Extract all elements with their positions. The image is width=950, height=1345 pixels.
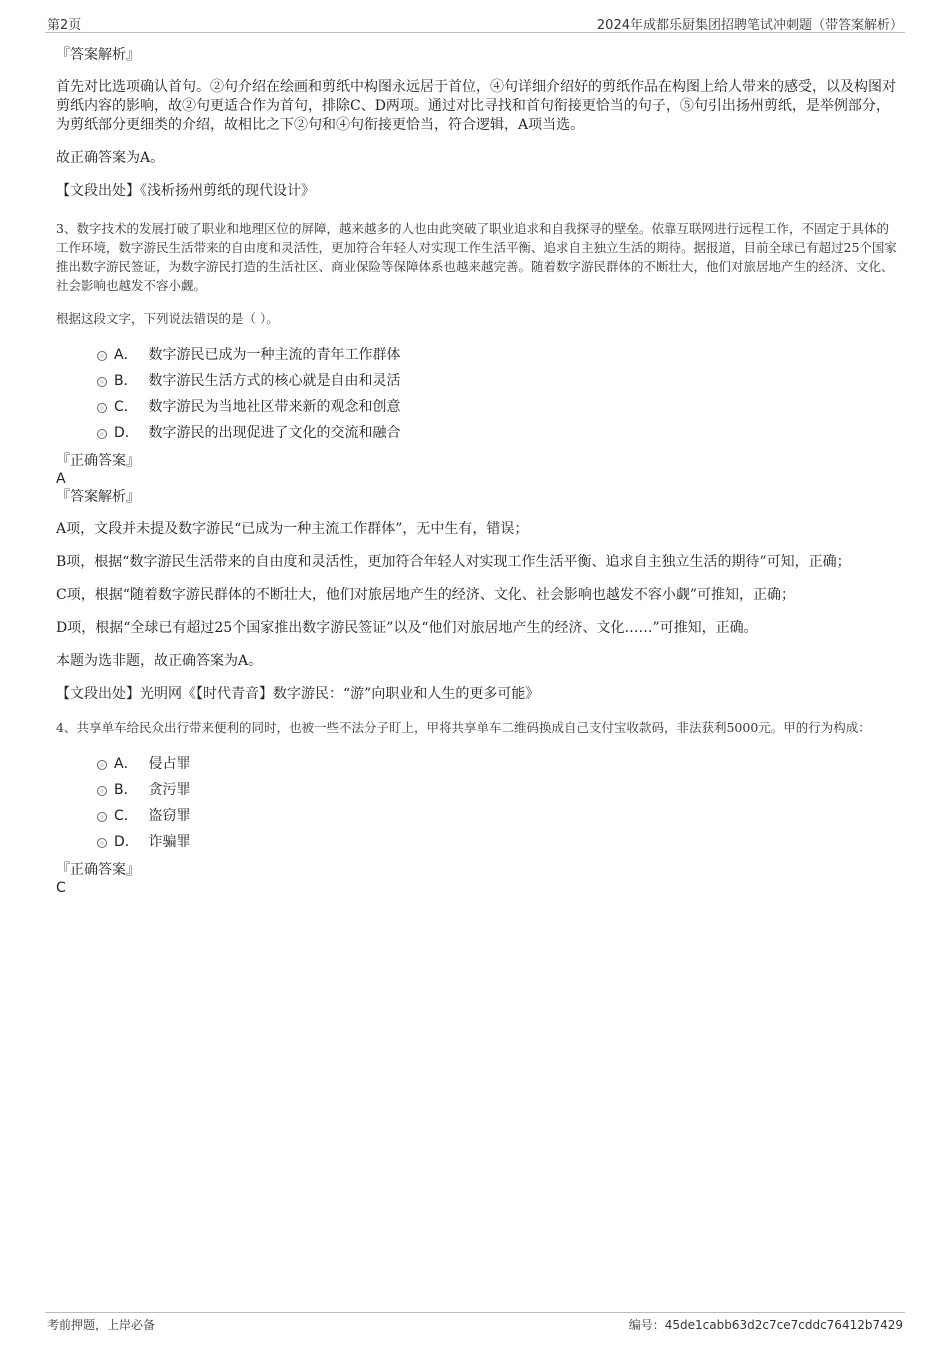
option-text: 侵占罪 bbox=[148, 756, 191, 772]
document-body bbox=[56, 46, 898, 897]
option-text: 诈骗罪 bbox=[148, 834, 191, 850]
q3-analysis-c: C项，根据“随着数字游民群体的不断壮大，他们对旅居地产生的经济、文化、社会影响也越发不容小觑”可推知，正确； bbox=[56, 587, 796, 603]
document-title: 2024年成都乐厨集团招聘笔试冲刺题（带答案解析） bbox=[596, 18, 903, 33]
option-text: 数字游民生活方式的核心就是自由和灵活 bbox=[148, 373, 401, 389]
option-letter: D． bbox=[114, 425, 139, 441]
q4-answer: C bbox=[56, 880, 66, 896]
q4-option-b[interactable] bbox=[56, 777, 898, 803]
q3-option-a[interactable] bbox=[56, 342, 898, 368]
q4-option-c[interactable] bbox=[56, 803, 898, 829]
q3-analysis-label: 『答案解析』 bbox=[56, 489, 140, 505]
q3-analysis-d: D项，根据“全球已有超过25个国家推出数字游民签证”以及“他们对旅居地产生的经济、文化……”可推知，正确。 bbox=[56, 620, 758, 636]
radio-icon[interactable] bbox=[97, 351, 107, 361]
q3-prompt: 根据这段文字，下列说法错误的是（ ）。 bbox=[56, 311, 279, 326]
q2-analysis-paragraph: 首先对比选项确认首句。②句介绍在绘画和剪纸中构图永远居于首位，④句详细介绍好的剪纸作品在构图上给人带来的感受，以及构图对剪纸内容的影响，故②句更适合作为首句，排除C、D两项。通过对比寻找和首句衔接更恰当的句子，⑤句引出扬州剪纸，是举例部分，为剪纸部分更细类的介绍，故相比之下②句和④句衔接更恰当，符合逻辑，A项当选。 bbox=[56, 79, 896, 133]
option-text: 数字游民已成为一种主流的青年工作群体 bbox=[148, 347, 401, 363]
q3-stem: 3、数字技术的发展打破了职业和地理区位的屏障，越来越多的人也由此突破了职业追求和自我探寻的壁垒。依靠互联网进行远程工作，不固定于具体的工作环境，数字游民生活带来的自由度和灵活性，更加符合年轻人对实现工作生活平衡、追求自主独立生活的期待。据报道，目前全球已有超过25个国家推出数字游民签证，为数字游民打造的生活社区、商业保险等保障体系也越来越完善。随着数字游民群体的不断壮大，他们对旅居地产生的经济、文化、社会影响也越发不容小觑。 bbox=[56, 221, 897, 293]
radio-icon[interactable] bbox=[97, 403, 107, 413]
option-letter: A． bbox=[114, 756, 138, 772]
q3-options bbox=[56, 342, 898, 446]
option-text: 数字游民的出现促进了文化的交流和融合 bbox=[148, 425, 401, 441]
radio-icon[interactable] bbox=[97, 429, 107, 439]
q4-stem: 4、共享单车给民众出行带来便利的同时，也被一些不法分子盯上，甲将共享单车二维码换成自己支付宝收款码，非法获利5000元。甲的行为构成： bbox=[56, 720, 871, 735]
radio-icon[interactable] bbox=[97, 760, 107, 770]
document-code bbox=[629, 1316, 903, 1333]
page-number: 第2页 bbox=[47, 18, 82, 33]
code-label: 编号： bbox=[628, 1318, 665, 1332]
option-letter: D． bbox=[114, 834, 139, 850]
q2-conclusion: 故正确答案为A。 bbox=[56, 150, 165, 166]
q3-conclusion: 本题为选非题，故正确答案为A。 bbox=[56, 653, 263, 669]
option-letter: B． bbox=[114, 373, 138, 389]
q3-option-c[interactable] bbox=[56, 394, 898, 420]
page-footer bbox=[45, 1312, 905, 1337]
option-letter: C． bbox=[114, 399, 138, 415]
q2-analysis-label: 『答案解析』 bbox=[56, 47, 140, 63]
q3-analysis-a: A项，文段并未提及数字游民“已成为一种主流工作群体”，无中生有，错误； bbox=[56, 521, 529, 537]
q4-option-a[interactable] bbox=[56, 751, 898, 777]
q3-source: 【文段出处】光明网《【时代青音】数字游民：“游”向职业和人生的更多可能》 bbox=[56, 686, 540, 702]
footer-slogan: 考前押题，上岸必备 bbox=[47, 1318, 156, 1332]
code-value: 45de1cabb63d2c7ce7cddc76412b7429 bbox=[664, 1318, 903, 1332]
q3-option-b[interactable] bbox=[56, 368, 898, 394]
q4-options bbox=[56, 751, 898, 855]
option-letter: B． bbox=[114, 782, 138, 798]
q3-option-d[interactable] bbox=[56, 420, 898, 446]
q3-answer: A bbox=[56, 471, 66, 487]
q2-source: 【文段出处】《浅析扬州剪纸的现代设计》 bbox=[56, 183, 315, 199]
page-header bbox=[45, 12, 905, 33]
option-text: 盗窃罪 bbox=[148, 808, 191, 824]
option-text: 数字游民为当地社区带来新的观念和创意 bbox=[148, 399, 401, 415]
radio-icon[interactable] bbox=[97, 377, 107, 387]
radio-icon[interactable] bbox=[97, 812, 107, 822]
q3-answer-label: 『正确答案』 bbox=[56, 453, 140, 469]
option-letter: C． bbox=[114, 808, 138, 824]
q4-option-d[interactable] bbox=[56, 829, 898, 855]
q3-analysis-b: B项，根据“数字游民生活带来的自由度和灵活性，更加符合年轻人对实现工作生活平衡、追求自主独立生活的期待”可知，正确； bbox=[56, 554, 851, 570]
q4-answer-label: 『正确答案』 bbox=[56, 862, 140, 878]
radio-icon[interactable] bbox=[97, 838, 107, 848]
radio-icon[interactable] bbox=[97, 786, 107, 796]
option-letter: A． bbox=[114, 347, 138, 363]
option-text: 贪污罪 bbox=[148, 782, 191, 798]
